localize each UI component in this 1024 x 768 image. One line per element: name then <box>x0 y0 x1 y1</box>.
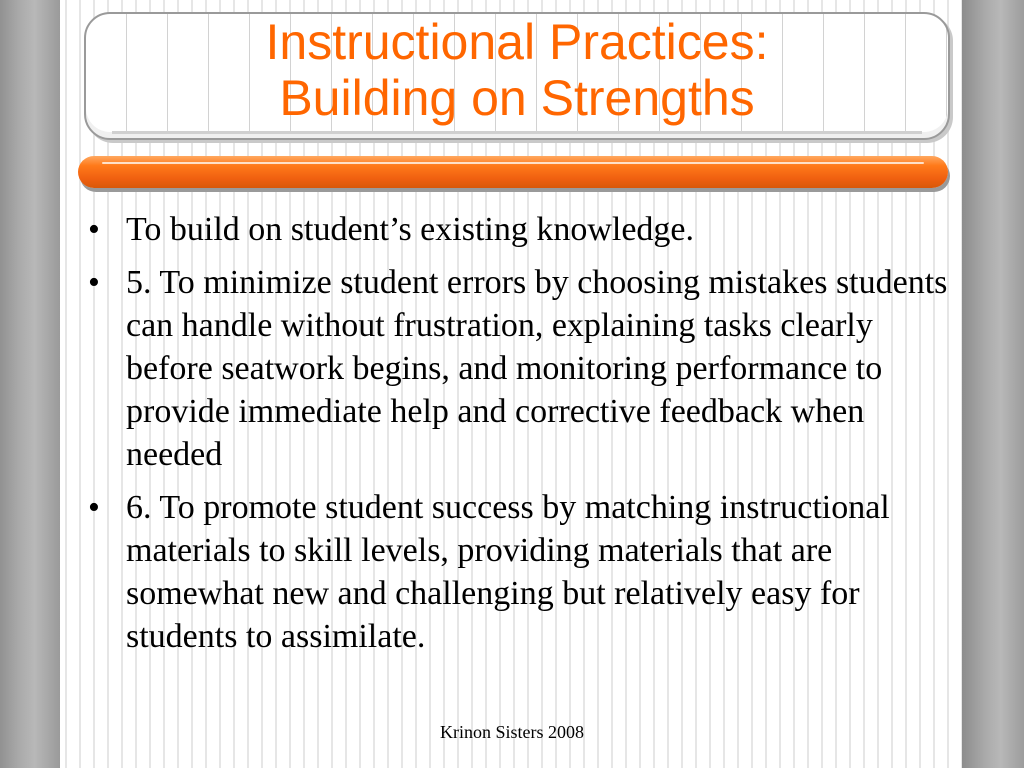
bullet-text: To build on student’s existing knowledge. <box>126 211 695 248</box>
bullet-item <box>84 208 950 251</box>
bullet-dot-icon: • <box>88 489 100 526</box>
bullet-dot-icon: • <box>88 264 100 301</box>
bullet-text: 5. To minimize student errors by choosing mistakes students can handle without frustration, explaining tasks clearly before seatwork begins, and monitoring performance to provide immediate help and corrective feedback when needed <box>126 264 948 473</box>
right-decorative-column <box>962 0 1024 768</box>
bullet-text: 6. To promote student success by matching instructional materials to skill levels, providing materials that are somewhat new and challenging but relatively easy for students to assimilate. <box>126 489 890 655</box>
bullet-dot-icon: • <box>88 211 100 248</box>
slide-footer: Krinon Sisters 2008 <box>440 722 584 742</box>
slide-title <box>84 14 950 126</box>
bullet-item <box>84 261 950 476</box>
left-decorative-column <box>0 0 60 768</box>
bullet-list <box>84 208 950 668</box>
bullet-item <box>84 486 950 658</box>
slide-title-line-2: Building on Strengths <box>279 70 755 126</box>
accent-bar <box>78 156 948 188</box>
slide-title-line-1: Instructional Practices: <box>265 14 769 70</box>
